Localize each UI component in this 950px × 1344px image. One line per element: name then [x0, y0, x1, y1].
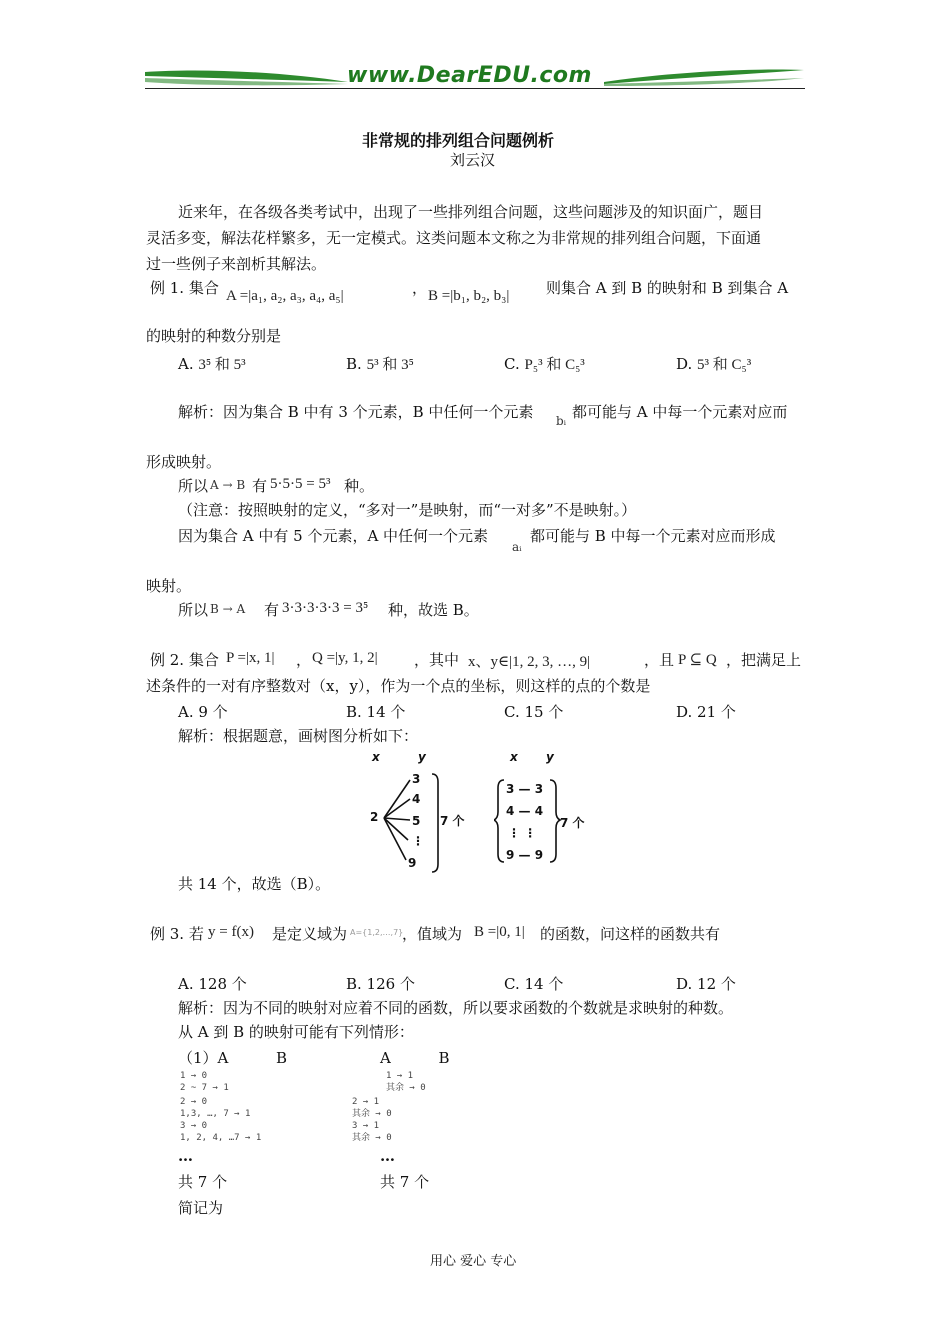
ex1-solution-2a: 所以 — [178, 477, 209, 495]
option-label: D. — [676, 355, 693, 373]
ex1-solution-1b: 都可能与 A 中每一个元素对应而 — [572, 403, 788, 421]
tree2-y-label: y — [546, 750, 554, 764]
ex2-option-b[interactable]: B. 14 个 — [346, 703, 406, 721]
tree1-leaf: 3 — [412, 772, 421, 786]
ex1-solution-1c: 形成映射。 — [146, 453, 222, 471]
ex3-case-head-right: A B — [380, 1049, 450, 1067]
tree1-leaf: 4 — [412, 792, 421, 806]
ex1-note: （注意：按照映射的定义，“多对一”是映射，而“一对多”不是映射。） — [178, 501, 637, 519]
case-line: 3 → 1 — [352, 1121, 380, 1131]
comma: ， — [412, 279, 428, 297]
ex2-option-d[interactable]: D. 21 个 — [676, 703, 736, 721]
ex3-domain: A={1,2,…,7} — [350, 928, 404, 937]
case-line: 3 → 0 — [180, 1121, 208, 1131]
ex1-question-line2: 的映射的种数分别是 — [146, 327, 282, 345]
page-footer: 用心 爱心 专心 — [430, 1254, 517, 1269]
case-line: 1, 2, 4, …7 → 1 — [180, 1133, 262, 1143]
ex1-solution-map-ab: A → B — [210, 478, 246, 492]
site-brand-logo: www.DearEDU.com — [347, 63, 592, 88]
case-line: 2 → 0 — [180, 1097, 208, 1107]
ex3-tail: 的函数，问这样的函数共有 — [540, 925, 721, 943]
option-label: C. — [504, 355, 520, 373]
tree1-x-label: x — [372, 750, 380, 764]
ex1-solution-symbol-b: bᵢ — [556, 414, 567, 428]
ex3-mid: 是定义域为 — [272, 925, 348, 943]
author: 刘云汉 — [450, 151, 496, 169]
ex3-option-c[interactable]: C. 14 个 — [504, 975, 564, 993]
ex1-label: 例 1. 集合 — [150, 279, 219, 297]
ex2-xy-domain: x、y∈|1, 2, 3, …, 9| — [468, 654, 591, 670]
case-line: 其余 → 0 — [352, 1109, 392, 1119]
case-line: 1,3, …, 7 → 1 — [180, 1109, 251, 1119]
ex3-case-head-left: （1）A B — [178, 1049, 288, 1067]
ex1-solution-3c: 映射。 — [146, 577, 192, 595]
case-line: 2 ~ 7 → 1 — [180, 1083, 229, 1093]
ex3-left-case — [180, 1070, 229, 1094]
ex3-function: y = f(x) — [208, 924, 254, 940]
ex3-right-case — [352, 1120, 392, 1144]
option-label: A. — [178, 355, 194, 373]
option-expr: 5³ 和 C₅³ — [697, 357, 752, 373]
tree1-count: 7 个 — [440, 814, 465, 828]
ex1-solution-1a: 解析：因为集合 B 中有 3 个元素，B 中任何一个元素 — [178, 403, 534, 421]
ex2-option-a[interactable]: A. 9 个 — [178, 703, 228, 721]
ex3-option-b[interactable]: B. 126 个 — [346, 975, 415, 993]
ex2-set-p: P =|x, 1| — [226, 650, 275, 666]
ex1-solution-map-ba: B → A — [210, 602, 246, 616]
ex3-solution-1: 解析：因为不同的映射对应着不同的函数，所以要求函数的个数就是求映射的种数。 — [178, 999, 734, 1017]
ex3-right-case — [352, 1096, 392, 1120]
ex1-solution-2c: 种。 — [344, 477, 375, 495]
tree2-row: 4 — 4 — [506, 804, 544, 818]
tree1-leaf: 9 — [408, 856, 417, 870]
ex2-tail2: ，把满足上 — [726, 651, 802, 669]
ex2-set-q: Q =|y, 1, 2| — [312, 650, 378, 666]
case-line: 2 → 1 — [352, 1097, 380, 1107]
ex3-solution-2: 从 A 到 B 的映射可能有下列情形： — [178, 1023, 414, 1041]
case-line: 其余 → 0 — [352, 1133, 392, 1143]
ex1-solution-4b: 有 — [264, 601, 280, 619]
ex2-mid: ，其中 — [414, 651, 460, 669]
ex3-count-left: 共 7 个 — [178, 1173, 228, 1191]
intro-line-3: 过一些例子来剖析其解法。 — [146, 255, 327, 273]
intro-line-2: 灵活多变，解法花样繁多，无一定模式。这类问题本文称之为非常规的排列组合问题，下面通 — [146, 229, 762, 247]
ex1-set-a: A =|a₁, a₂, a₃, a₄, a₅| — [226, 288, 344, 304]
case-line: 1 → 1 — [386, 1071, 414, 1081]
ex3-left-case — [180, 1120, 261, 1144]
option-expr: 3⁵ 和 5³ — [198, 357, 246, 373]
tree2-count: 7 个 — [560, 816, 585, 830]
tree1-root: 2 — [370, 810, 379, 824]
ex3-mid2: ，值域为 — [402, 925, 463, 943]
option-label: B. — [346, 355, 362, 373]
ex3-abbr: 简记为 — [178, 1199, 224, 1217]
ex3-range: B =|0, 1| — [474, 924, 525, 940]
ex2-tail: ，且 — [644, 651, 675, 669]
ex3-dots-right: … — [380, 1147, 395, 1165]
ex1-solution-expr-1: 5·5·5 = 5³ — [270, 476, 331, 492]
option-expr: 5³ 和 3⁵ — [366, 357, 414, 373]
ex3-dots-left: … — [178, 1147, 193, 1165]
ex1-solution-2b: 有 — [252, 477, 268, 495]
header-divider — [145, 88, 805, 89]
ex3-left-case — [180, 1096, 250, 1120]
ex1-solution-expr-2: 3·3·3·3·3 = 3⁵ — [282, 600, 369, 616]
ex1-solution-4a: 所以 — [178, 601, 209, 619]
ex2-line2: 述条件的一对有序整数对（x，y），作为一个点的坐标，则这样的点的个数是 — [146, 677, 651, 695]
tree2-row: ⋮ ⋮ — [508, 826, 537, 840]
ex1-option-a[interactable] — [178, 354, 246, 375]
ex3-option-a[interactable]: A. 128 个 — [178, 975, 247, 993]
intro-line-1: 近来年，在各级各类考试中，出现了一些排列组合问题，这些问题涉及的知识面广，题目 — [178, 203, 764, 221]
ex3-label: 例 3. 若 — [150, 925, 204, 943]
ex3-count-right: 共 7 个 — [380, 1173, 430, 1191]
ex3-option-d[interactable]: D. 12 个 — [676, 975, 736, 993]
ex1-solution-symbol-a: aᵢ — [512, 540, 522, 554]
ex2-subset: P ⊆ Q — [678, 652, 717, 668]
ex2-label: 例 2. 集合 — [150, 651, 219, 669]
ex2-option-c[interactable]: C. 15 个 — [504, 703, 564, 721]
case-line: 其余 → 0 — [386, 1083, 426, 1093]
ex1-option-d[interactable] — [676, 354, 751, 375]
ex1-solution-3b: 都可能与 B 中每一个元素对应而形成 — [530, 527, 776, 545]
ex1-set-b: B =|b₁, b₂, b₃| — [428, 288, 510, 304]
ex2-solution: 解析：根据题意，画树图分析如下： — [178, 727, 419, 745]
header-swoosh-right — [600, 66, 806, 88]
ex1-option-c[interactable] — [504, 354, 585, 375]
tree1-y-label: y — [418, 750, 426, 764]
option-expr: P₅³ 和 C₅³ — [524, 357, 585, 373]
tree2-row: 9 — 9 — [506, 848, 544, 862]
header-swoosh-left — [143, 66, 353, 88]
ex3-right-case — [386, 1070, 426, 1094]
ex1-solution-3a: 因为集合 A 中有 5 个元素，A 中任何一个元素 — [178, 527, 489, 545]
tree1-leaf: ⋮ — [412, 834, 424, 848]
case-line: 1 → 0 — [180, 1071, 208, 1081]
comma: ， — [296, 651, 312, 669]
ex1-question-tail: 则集合 A 到 B 的映射和 B 到集合 A — [546, 279, 789, 297]
tree1-leaf: 5 — [412, 814, 421, 828]
tree2-x-label: x — [510, 750, 518, 764]
tree2-row: 3 — 3 — [506, 782, 544, 796]
ex1-option-b[interactable] — [346, 354, 414, 375]
ex1-solution-4c: 种，故选 B。 — [388, 601, 479, 619]
page-title: 非常规的排列组合问题例析 — [362, 131, 555, 150]
ex2-total: 共 14 个，故选（B）。 — [178, 875, 331, 893]
